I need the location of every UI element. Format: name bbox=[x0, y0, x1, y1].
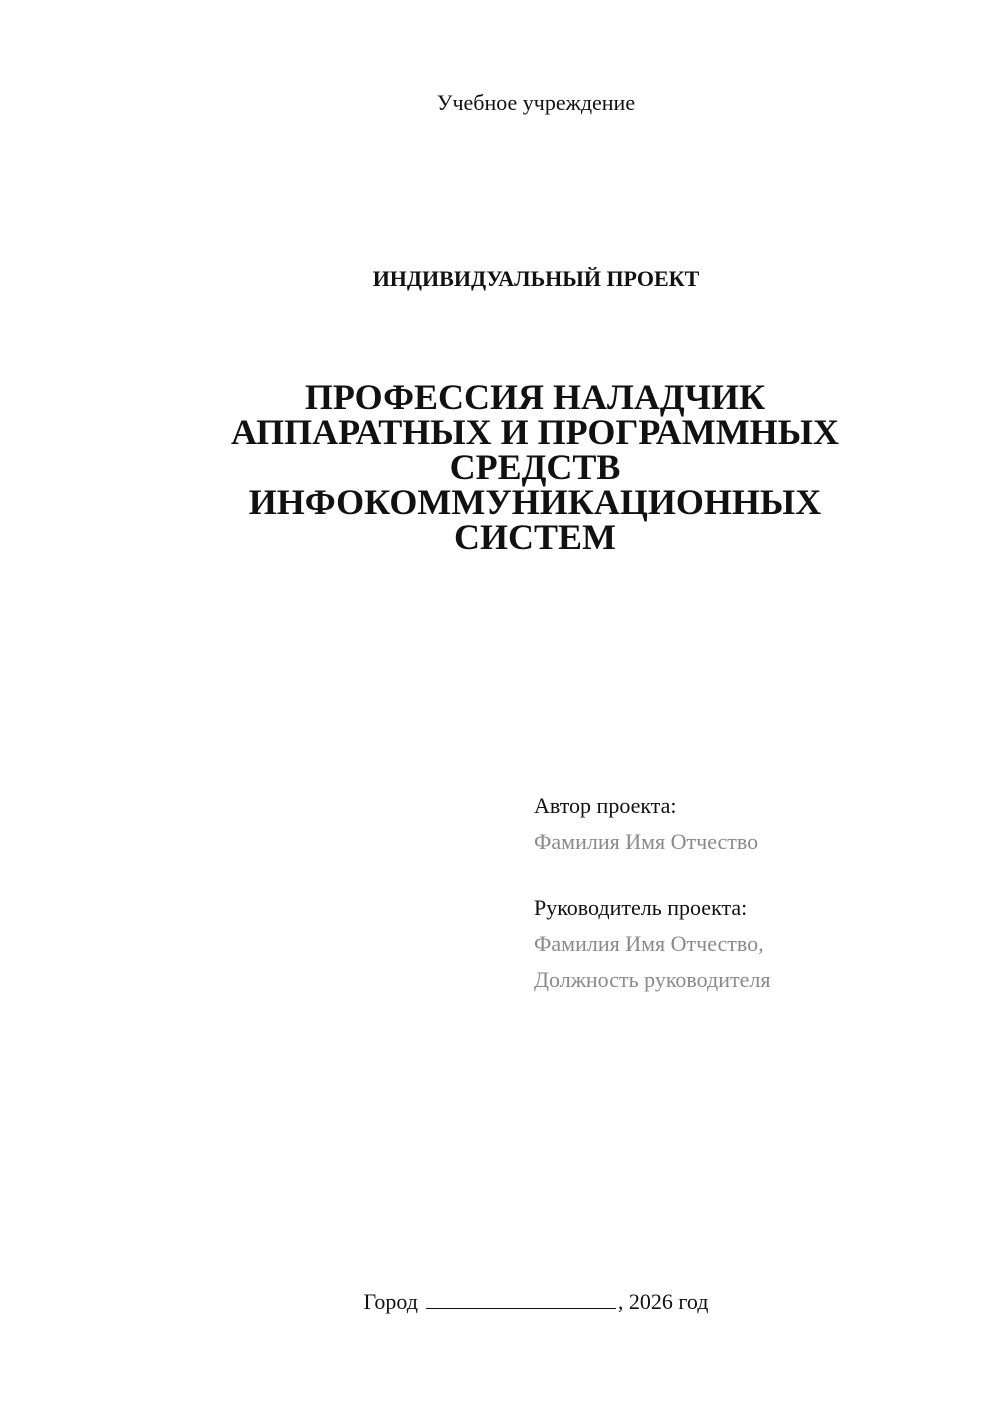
city-blank-line bbox=[426, 1288, 616, 1309]
credits-spacer bbox=[534, 860, 770, 890]
project-title-line: ПРОФЕССИЯ НАЛАДЧИК bbox=[304, 377, 766, 417]
project-title-line: ИНФОКОММУНИКАЦИОННЫХ bbox=[248, 482, 822, 522]
project-title-line: АППАРАТНЫХ И ПРОГРАММНЫХ bbox=[230, 412, 840, 452]
author-label: Автор проекта: bbox=[534, 793, 677, 818]
supervisor-label: Руководитель проекта: bbox=[534, 895, 748, 920]
credits-block bbox=[534, 788, 770, 998]
city-label: Город bbox=[363, 1289, 418, 1314]
year-text: , 2026 год bbox=[617, 1289, 709, 1314]
supervisor-position: Должность руководителя bbox=[534, 967, 771, 992]
supervisor-name: Фамилия Имя Отчество, bbox=[534, 931, 764, 956]
project-type: ИНДИВИДУАЛЬНЫЙ ПРОЕКТ bbox=[372, 266, 700, 291]
city-year-line bbox=[0, 1288, 1000, 1315]
project-title bbox=[150, 377, 920, 557]
institution-name: Учебное учреждение bbox=[436, 90, 636, 115]
author-name: Фамилия Имя Отчество bbox=[534, 829, 759, 854]
project-title-line: СИСТЕМ bbox=[454, 517, 616, 557]
project-title-line: СРЕДСТВ bbox=[449, 447, 621, 487]
